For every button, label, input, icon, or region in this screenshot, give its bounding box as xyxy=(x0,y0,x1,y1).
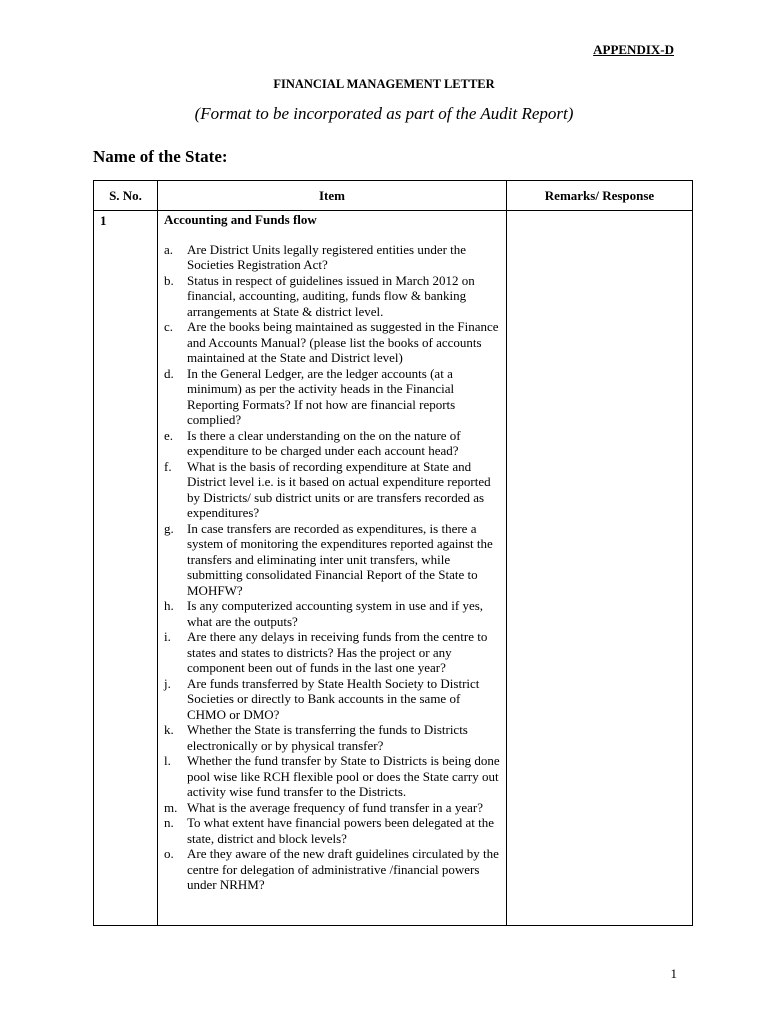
list-item-text: Are there any delays in receiving funds from the centre to states and states to districts? Has the project or any component been out of funds in the last one year? xyxy=(187,629,488,675)
list-item-text: What is the average frequency of fund transfer in a year? xyxy=(187,799,483,815)
list-item xyxy=(164,428,500,459)
list-item-marker: m. xyxy=(164,799,178,815)
list-item xyxy=(164,815,500,846)
list-item-marker: i. xyxy=(164,629,171,644)
state-name-label: Name of the State: xyxy=(93,147,228,166)
list-item xyxy=(164,753,500,800)
list-item-text: Is any computerized accounting system in use and if yes, what are the outputs? xyxy=(187,598,484,629)
list-item xyxy=(164,319,500,366)
column-header-sno: S. No. xyxy=(94,181,158,211)
row-remarks-cell xyxy=(507,211,693,926)
list-item xyxy=(164,366,500,428)
list-item-text: In case transfers are recorded as expenditures, is there a system of monitoring the expenditures reported against the transfers and eliminating inter unit transfers, while submitting consolidated Financial Report of the State to MOHFW? xyxy=(187,520,493,598)
list-item xyxy=(164,846,500,893)
row-item-cell xyxy=(158,211,507,926)
list-item xyxy=(164,521,500,599)
page-number: 1 xyxy=(670,966,677,981)
list-item xyxy=(164,722,500,753)
list-item xyxy=(164,242,500,273)
list-item-marker: h. xyxy=(164,598,174,613)
letter-subtitle: (Format to be incorporated as part of the Audit Report) xyxy=(194,104,574,123)
list-item xyxy=(164,273,500,320)
list-item-text: To what extent have financial powers been delegated at the state, district and block levels? xyxy=(187,815,494,846)
list-item-marker: a. xyxy=(164,241,174,257)
list-item-marker: c. xyxy=(164,319,174,334)
list-item-text: Is there a clear understanding on the on the nature of expenditure to be charged under each account head? xyxy=(187,427,461,458)
list-item-marker: k. xyxy=(164,722,174,737)
list-item-text: Status in respect of guidelines issued in March 2012 on financial, accounting, auditing, funds flow & banking arrangements at State & district level. xyxy=(187,272,475,319)
column-header-remarks: Remarks/ Response xyxy=(507,181,693,211)
column-header-item: Item xyxy=(158,181,507,211)
row-heading: Accounting and Funds flow xyxy=(164,212,317,227)
list-item-text: In the General Ledger, are the ledger accounts (at a minimum) as per the activity heads in the Financial Reporting Formats? If not how are financial reports complied? xyxy=(187,365,456,427)
list-item-marker: l. xyxy=(164,753,171,768)
list-item xyxy=(164,800,500,816)
list-item-text: Are District Units legally registered entities under the Societies Registration Act? xyxy=(187,241,467,272)
list-item-text: Are funds transferred by State Health Society to District Societies or directly to Bank accounts in the same of CHMO or DMO? xyxy=(187,675,480,722)
list-item-marker: j. xyxy=(164,675,171,691)
list-item-marker: f. xyxy=(164,458,172,474)
list-item-marker: o. xyxy=(164,846,174,861)
list-item-marker: e. xyxy=(164,427,174,443)
list-item-marker: d. xyxy=(164,365,174,381)
list-item xyxy=(164,629,500,676)
table-row xyxy=(94,211,693,926)
list-item-text: What is the basis of recording expenditure at State and District level i.e. is it based on actual expenditure reported by Districts/ sub district units or are transfers recorded as expenditures? xyxy=(187,458,491,520)
list-item-marker: g. xyxy=(164,520,174,536)
list-item-text: Are the books being maintained as suggested in the Finance and Accounts Manual? (please list the books of accounts maintained at the State and District level) xyxy=(187,319,499,365)
letter-title: FINANCIAL MANAGEMENT LETTER xyxy=(273,77,495,91)
table-header-row xyxy=(94,181,693,211)
list-item-text: Whether the fund transfer by State to Districts is being done pool wise like RCH flexible pool or does the State carry out activity wise fund transfer to the Districts. xyxy=(187,753,500,799)
row-sno: 1 xyxy=(94,211,158,926)
list-item-text: Whether the State is transferring the funds to Districts electronically or by physical transfer? xyxy=(187,722,468,753)
list-item xyxy=(164,459,500,521)
question-list xyxy=(164,242,500,893)
appendix-label: APPENDIX-D xyxy=(593,42,674,57)
list-item-marker: n. xyxy=(164,815,174,830)
management-letter-table xyxy=(93,180,693,926)
list-item-marker: b. xyxy=(164,272,174,288)
list-item-text: Are they aware of the new draft guidelines circulated by the centre for delegation of administrative /financial powers under NRHM? xyxy=(187,846,499,892)
list-item xyxy=(164,676,500,723)
list-item xyxy=(164,598,500,629)
